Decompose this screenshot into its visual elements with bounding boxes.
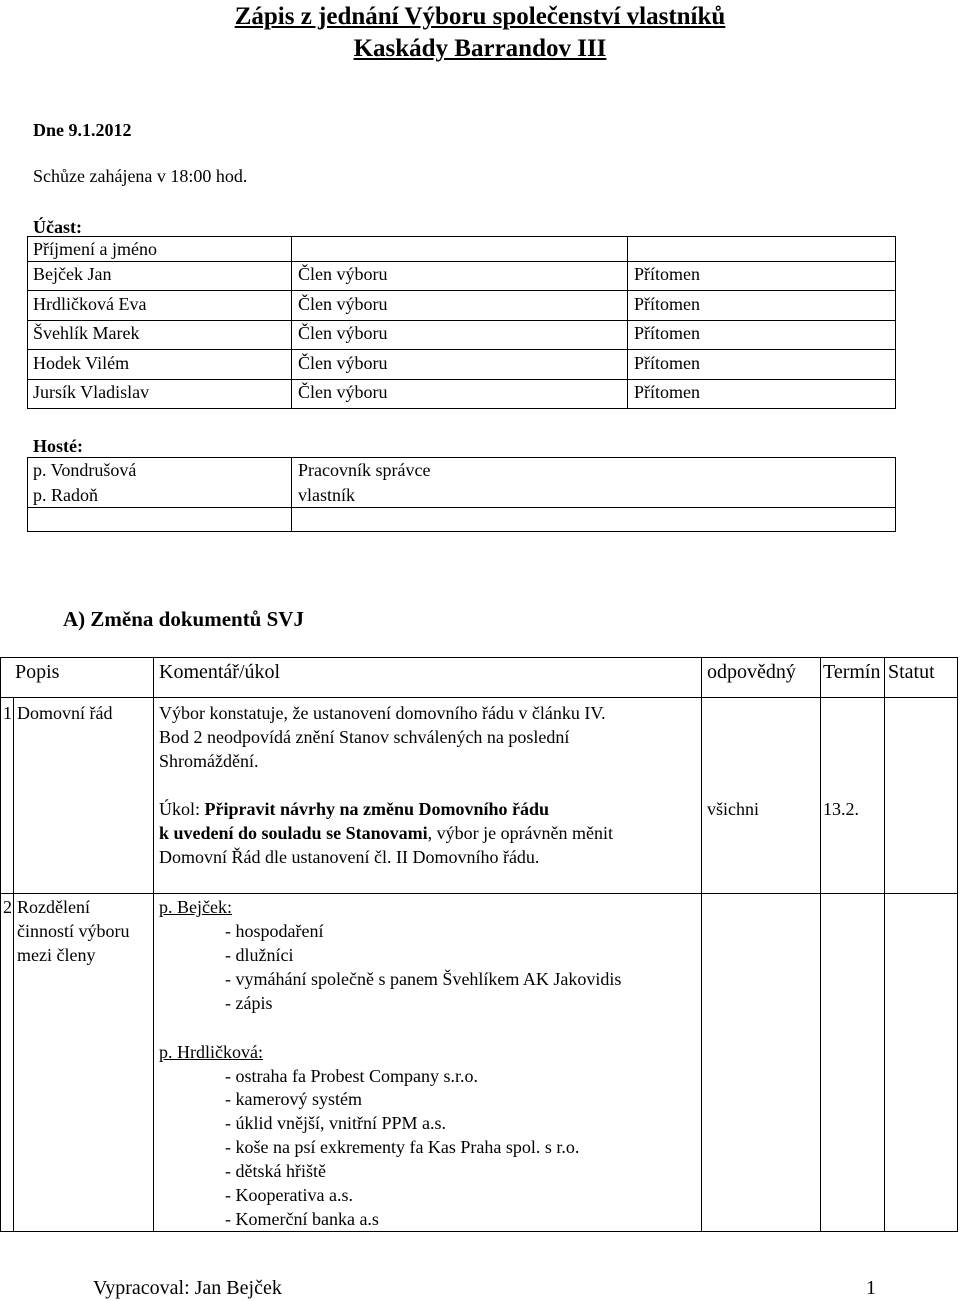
person-label: p. Hrdličková: [159, 1042, 263, 1062]
item-popis: Domovní řád [17, 703, 113, 723]
attendance-column-header: Příjmení a jméno [33, 239, 157, 259]
task-bold: k uvedení do souladu se Stanovami [159, 823, 428, 843]
item-popis-line: činností výboru [17, 921, 130, 941]
task-item: - dětská hřiště [225, 1161, 326, 1181]
attendee-role: Člen výboru [298, 382, 388, 402]
document-title-line2: Kaskády Barrandov III [353, 35, 607, 62]
attendee-status: Přítomen [634, 323, 700, 343]
attendee-status: Přítomen [634, 382, 700, 402]
attendee-role: Člen výboru [298, 323, 388, 343]
item-deadline: 13.2. [823, 799, 859, 819]
item-number: 2 [3, 897, 12, 917]
item-number: 1 [3, 703, 12, 723]
meeting-date: Dne 9.1.2012 [33, 120, 132, 140]
item-comment-line: Bod 2 neodpovídá znění Stanov schválených na poslední [159, 727, 570, 747]
attendee-role: Člen výboru [298, 353, 388, 373]
attendee-status: Přítomen [634, 353, 700, 373]
task-rest: , výbor je oprávněn měnit [427, 823, 614, 843]
task-item: - úklid vnější, vnitřní PPM a.s. [225, 1113, 447, 1133]
task-item: - dlužníci [225, 945, 294, 965]
task-line-2 [159, 824, 613, 842]
column-header-odpovedny: odpovědný [707, 661, 796, 683]
attendee-status: Přítomen [634, 294, 700, 314]
attendance-heading: Účast: [33, 217, 82, 237]
item-comment-line: Shromáždění. [159, 751, 259, 771]
task-item: - Komerční banka a.s [225, 1209, 379, 1229]
item-responsible: všichni [707, 799, 759, 819]
attendee-name: Jursík Vladislav [33, 382, 150, 402]
guest-name: p. Radoň [33, 485, 98, 505]
attendee-role: Člen výboru [298, 264, 388, 284]
section-a-title: A) Změna dokumentů SVJ [63, 607, 304, 631]
page-number: 1 [866, 1277, 876, 1299]
task-item: - ostraha fa Probest Company s.r.o. [225, 1066, 478, 1086]
task-line-1 [159, 800, 549, 818]
task-item: - Kooperativa a.s. [225, 1185, 353, 1205]
footer-author: Vypracoval: Jan Bejček [93, 1277, 282, 1299]
column-header-popis: Popis [15, 661, 60, 683]
column-header-termin: Termín [823, 661, 881, 683]
task-prefix: Úkol: [159, 799, 205, 819]
document-title-line1: Zápis z jednání Výboru společenství vlastníků [234, 3, 726, 30]
attendee-name: Bejček Jan [33, 264, 112, 284]
guest-role: Pracovník správce [298, 460, 431, 480]
task-item: - hospodaření [225, 921, 324, 941]
task-line-3: Domovní Řád dle ustanovení čl. II Domovního řádu. [159, 847, 540, 867]
guest-name: p. Vondrušová [33, 460, 137, 480]
guest-role: vlastník [298, 485, 355, 505]
item-popis-line: Rozdělení [17, 897, 90, 917]
task-item: - kamerový systém [225, 1089, 362, 1109]
column-header-komentar: Komentář/úkol [159, 661, 281, 683]
task-item: - vymáhání společně s panem Švehlíkem AK Jakovidis [225, 969, 622, 989]
attendee-role: Člen výboru [298, 294, 388, 314]
item-popis-line: mezi členy [17, 945, 96, 965]
column-header-statut: Statut [888, 661, 935, 683]
person-label: p. Bejček: [159, 897, 232, 917]
meeting-opened: Schůze zahájena v 18:00 hod. [33, 166, 248, 186]
attendee-status: Přítomen [634, 264, 700, 284]
item-comment-line: Výbor konstatuje, že ustanovení domovního řádu v článku IV. [159, 703, 606, 723]
task-bold: Připravit návrhy na změnu Domovního řádu [204, 799, 550, 819]
attendee-name: Hodek Vilém [33, 353, 130, 373]
task-item: - zápis [225, 993, 273, 1013]
guests-heading: Hosté: [33, 436, 83, 456]
attendee-name: Hrdličková Eva [33, 294, 147, 314]
attendee-name: Švehlík Marek [33, 323, 140, 343]
task-item: - koše na psí exkrementy fa Kas Praha spol. s r.o. [225, 1137, 580, 1157]
